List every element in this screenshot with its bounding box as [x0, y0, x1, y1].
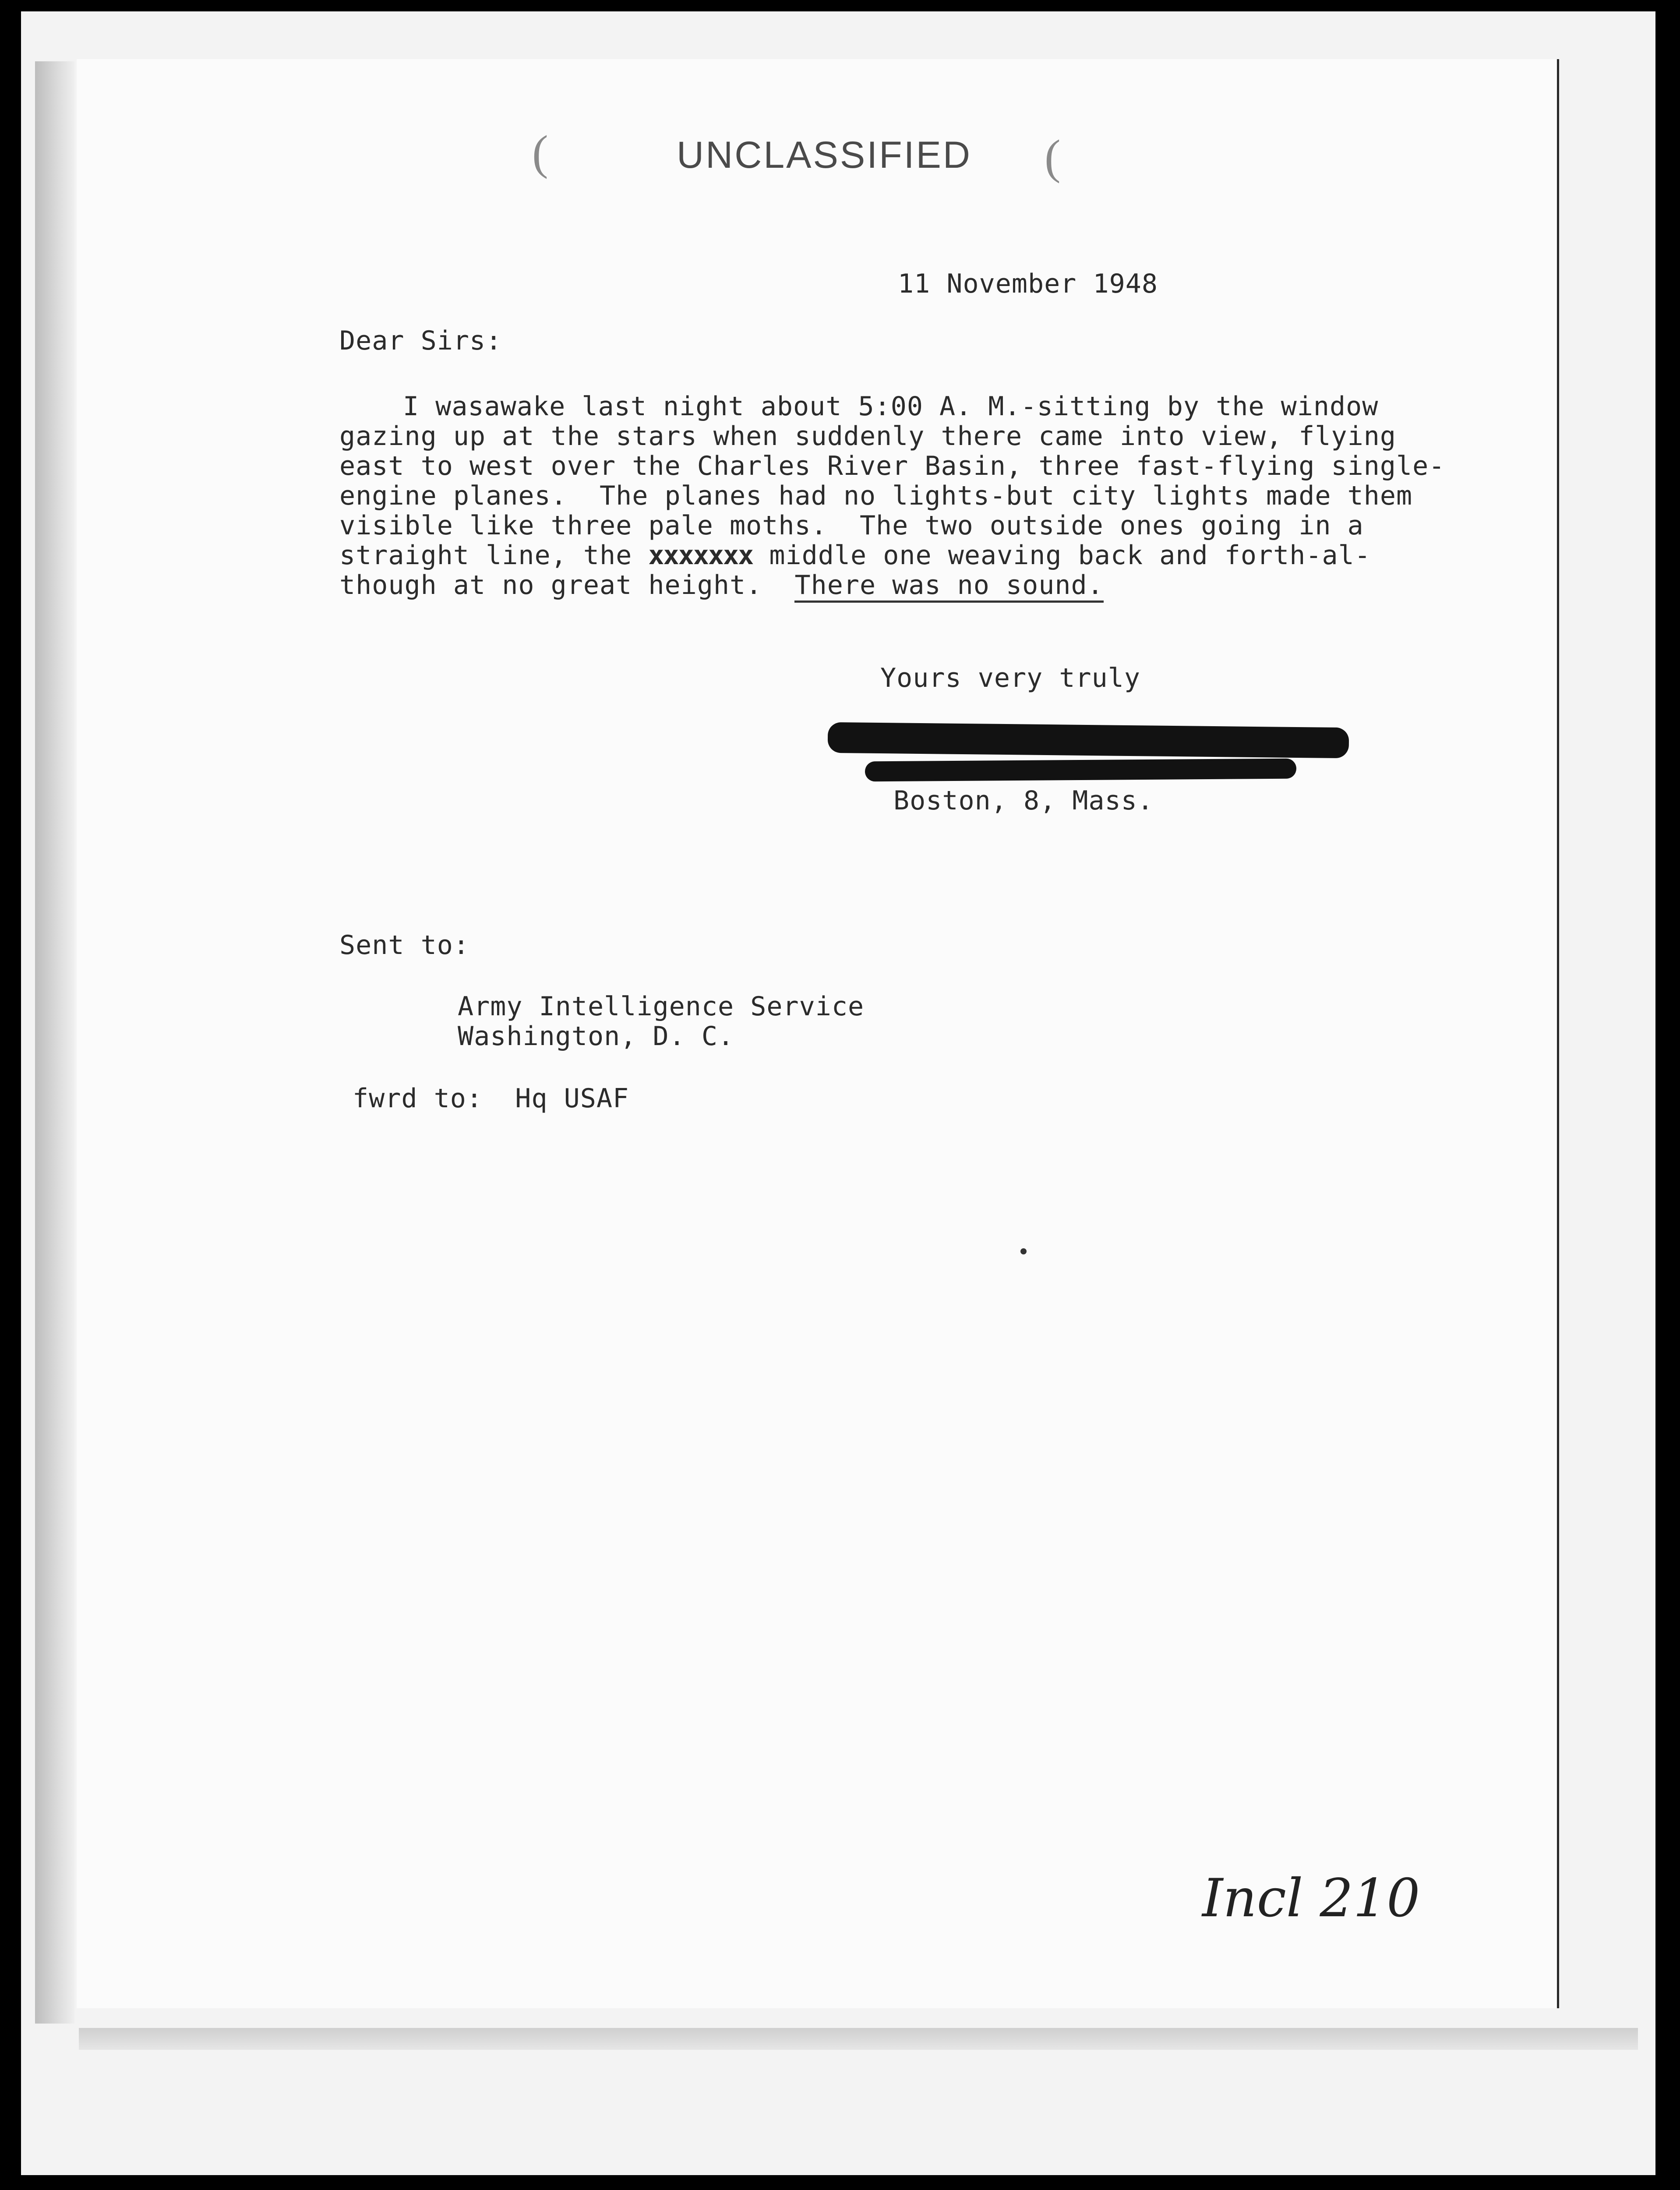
stamp-right-mark: (: [1045, 130, 1061, 184]
body-line-7-start: though at no great height.: [339, 570, 795, 600]
body-line-6-start: straight line, the: [339, 540, 649, 571]
recipient-line-1: Army Intelligence Service: [458, 991, 865, 1022]
closing: Yours very truly: [880, 663, 1140, 693]
stamp-left-mark: (: [532, 126, 548, 179]
redaction-bar-1: [828, 722, 1349, 758]
body-line-6-end: middle one weaving back and forth-al-: [753, 540, 1371, 571]
ink-speck: [1020, 1248, 1027, 1254]
signature-city: Boston, 8, Mass.: [893, 785, 1154, 816]
salutation: Dear Sirs:: [339, 325, 502, 356]
body-line-5: visible like three pale moths. The two outside ones going in a: [339, 510, 1364, 541]
body-line-2: gazing up at the stars when suddenly there came into view, flying: [339, 421, 1396, 452]
handwritten-note: Incl 210: [1202, 1868, 1420, 1929]
classification-stamp: UNCLASSIFIED: [677, 134, 972, 176]
recipient-line-2: Washington, D. C.: [458, 1021, 734, 1052]
body-line-1: I wasawake last night about 5:00 A. M.-sitting by the window: [403, 391, 1379, 422]
body-line-6: [339, 541, 1371, 570]
redaction-bar-2: [865, 759, 1296, 782]
underlined-sentence: There was no sound.: [794, 570, 1103, 603]
letter-page: [77, 59, 1559, 2008]
body-line-3: east to west over the Charles River Basin, three fast-flying single-: [339, 451, 1445, 481]
sent-to-label: Sent to:: [339, 930, 469, 961]
letter-date: 11 November 1948: [898, 268, 1158, 299]
struck-out-word: xxxxxxx: [648, 540, 753, 571]
left-page-shadow: [35, 61, 74, 2024]
body-line-7: [339, 571, 1104, 600]
forward-line: fwrd to: Hq USAF: [353, 1083, 629, 1114]
body-line-4: engine planes. The planes had no lights-but city lights made them: [339, 480, 1413, 511]
bottom-page-shadow: [79, 2028, 1638, 2050]
